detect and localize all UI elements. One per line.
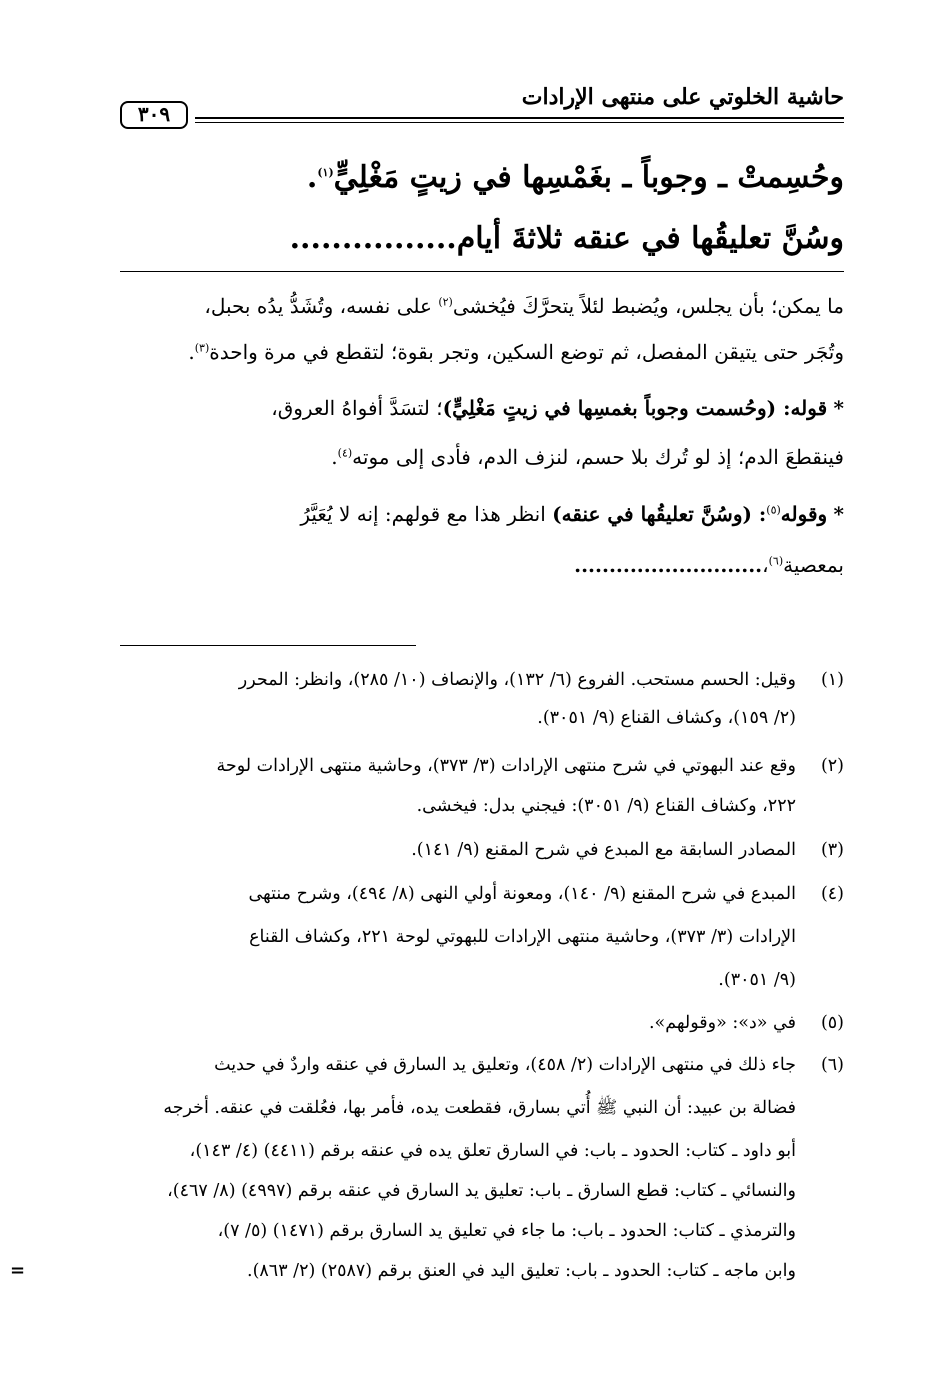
footnote-line: فضالة بن عبيد: أن النبي ﷺ أُتي بسارق، فقطعت يده، فأمر بها، فعُلقت في عنقه. أخرجه bbox=[163, 1098, 796, 1118]
quoted-heading: قوله: (وحُسمت وجوباً بغمسِها في زيتٍ مَغْلِيٍّ) bbox=[442, 396, 828, 420]
footnote-line: وقع عند البهوتي في شرح منتهى الإرادات (٣/ ٣٧٣)، وحاشية منتهى الإرادات لوحة bbox=[216, 756, 796, 776]
footnote-ref: (٥) bbox=[766, 503, 781, 517]
footnote-number: (٢) bbox=[820, 756, 844, 776]
body-text: انظر هذا مع قولهم: إنه لا يُعَيَّرُ bbox=[300, 502, 553, 526]
footnote-line: (٩/ ٣٠٥١). bbox=[718, 970, 796, 990]
footnote-ref: (٢) bbox=[438, 295, 453, 309]
leader-dots: ........................... bbox=[574, 553, 763, 577]
footnote-ref: (٦) bbox=[768, 554, 784, 568]
page-number: ٣٠٩ bbox=[120, 101, 188, 129]
punctuation: . bbox=[331, 445, 338, 469]
quoted-heading: وقوله bbox=[780, 502, 828, 526]
footnote-ref: (٣) bbox=[194, 341, 210, 355]
continuation-mark: = bbox=[10, 1260, 26, 1281]
footnote-line: المصادر السابقة مع المبدع في شرح المقنع (٩/ ١٤١). bbox=[411, 840, 796, 860]
footnote-number: (٣) bbox=[820, 840, 844, 860]
footnote-line: أبو داود ـ كتاب: الحدود ـ باب: في السارق تعلق يده في عنقه برقم (٤٤١١) (٤/ ١٤٣)، bbox=[189, 1141, 796, 1161]
footnote-line: الإرادات (٣/ ٣٧٣)، وحاشية منتهى الإرادات للبهوتي لوحة ٢٢١، وكشاف القناع bbox=[249, 927, 796, 947]
body-text: ما يمكن؛ بأن يجلس، ويُضبط لئلاً يتحرَّكَ فيُخشى bbox=[452, 294, 844, 318]
header-rule-top bbox=[195, 117, 844, 119]
body-text: فينقطعَ الدم؛ إذ لو تُرك بلا حسم، لنزف الدم، فأدى إلى موته bbox=[352, 445, 844, 469]
footnote-line: المبدع في شرح المقنع (٩/ ١٤٠)، ومعونة أولي النهى (٨/ ٤٩٤)، وشرح منتهى bbox=[248, 884, 796, 904]
leader-dots: ................ bbox=[289, 221, 457, 256]
footnote-line: (٢/ ١٥٩)، وكشاف القناع (٩/ ٣٠٥١). bbox=[537, 708, 796, 728]
punctuation: . bbox=[188, 340, 195, 364]
body-line bbox=[120, 553, 844, 577]
footnote-ref: (٤) bbox=[337, 446, 353, 460]
body-line bbox=[120, 340, 844, 364]
footnote-line: وقيل: الحسم مستحب. الفروع (٦/ ١٣٢)، والإنصاف (١٠/ ٢٨٥)، وانظر: المحرر bbox=[238, 670, 796, 690]
body-text: بمعصية bbox=[783, 553, 844, 577]
footnote-line: والترمذي ـ كتاب: الحدود ـ باب: ما جاء في تعليق يد السارق برقم (١٤٧١) (٥/ ٧)، bbox=[217, 1221, 796, 1241]
quoted-heading: : (وسُنَّ تعليقُها في عنقه) bbox=[552, 502, 767, 526]
punctuation: . bbox=[306, 160, 318, 195]
footnote-line: جاء ذلك في منتهى الإرادات (٢/ ٤٥٨)، وتعليق يد السارق في عنقه واردٌ في حديث bbox=[214, 1055, 796, 1075]
body-line bbox=[120, 445, 844, 469]
punctuation: ، bbox=[762, 553, 769, 577]
body-text: ؛ لتسَدَّ أفواهُ العروق، bbox=[271, 396, 443, 420]
body-line bbox=[120, 294, 844, 318]
body-text: على نفسه، وتُشَدُّ يدُه بحبل، bbox=[204, 294, 439, 318]
body-text: وتُجَر حتى يتيقن المفصل، ثم توضع السكين، وتجر بقوة؛ لتقطع في مرة واحدة bbox=[209, 340, 844, 364]
matn-line-2 bbox=[120, 218, 844, 260]
matn-separator bbox=[120, 271, 844, 272]
footnote-line: وابن ماجه ـ كتاب: الحدود ـ باب: تعليق اليد في العنق برقم (٢٥٨٧) (٢/ ٨٦٣). bbox=[247, 1261, 796, 1281]
body-line bbox=[120, 502, 844, 526]
footnote-ref: (١) bbox=[317, 166, 334, 179]
footnote-number: (١) bbox=[820, 670, 844, 690]
footnote-line: ٢٢٢، وكشاف القناع (٩/ ٣٠٥١): فيجني بدل: فيخشى. bbox=[416, 796, 796, 816]
footnote-number: (٤) bbox=[820, 884, 844, 904]
header-rule-bottom bbox=[195, 122, 844, 123]
footnote-number: (٥) bbox=[820, 1013, 844, 1033]
body-line bbox=[120, 396, 844, 420]
running-title: حاشية الخلوتي على منتهى الإرادات bbox=[521, 84, 844, 110]
footnote-line: في «د»: «وقولهم». bbox=[648, 1013, 796, 1033]
matn-text: وسُنَّ تعليقُها في عنقه ثلاثةَ أيام bbox=[456, 221, 844, 256]
footnote-number: (٦) bbox=[820, 1055, 844, 1075]
footnote-line: والنسائي ـ كتاب: قطع السارق ـ باب: تعليق يد السارق في عنقه برقم (٤٩٩٧) (٨/ ٤٦٧)، bbox=[167, 1181, 796, 1201]
matn-line-1 bbox=[120, 152, 844, 199]
footnote-separator bbox=[120, 645, 416, 646]
matn-text: وحُسِمتْ ـ وجوباً ـ بغَمْسِها في زيتٍ مَغْلِيٍّ bbox=[333, 160, 844, 195]
asterisk-marker: * bbox=[833, 396, 844, 420]
asterisk-marker: * bbox=[833, 502, 844, 526]
